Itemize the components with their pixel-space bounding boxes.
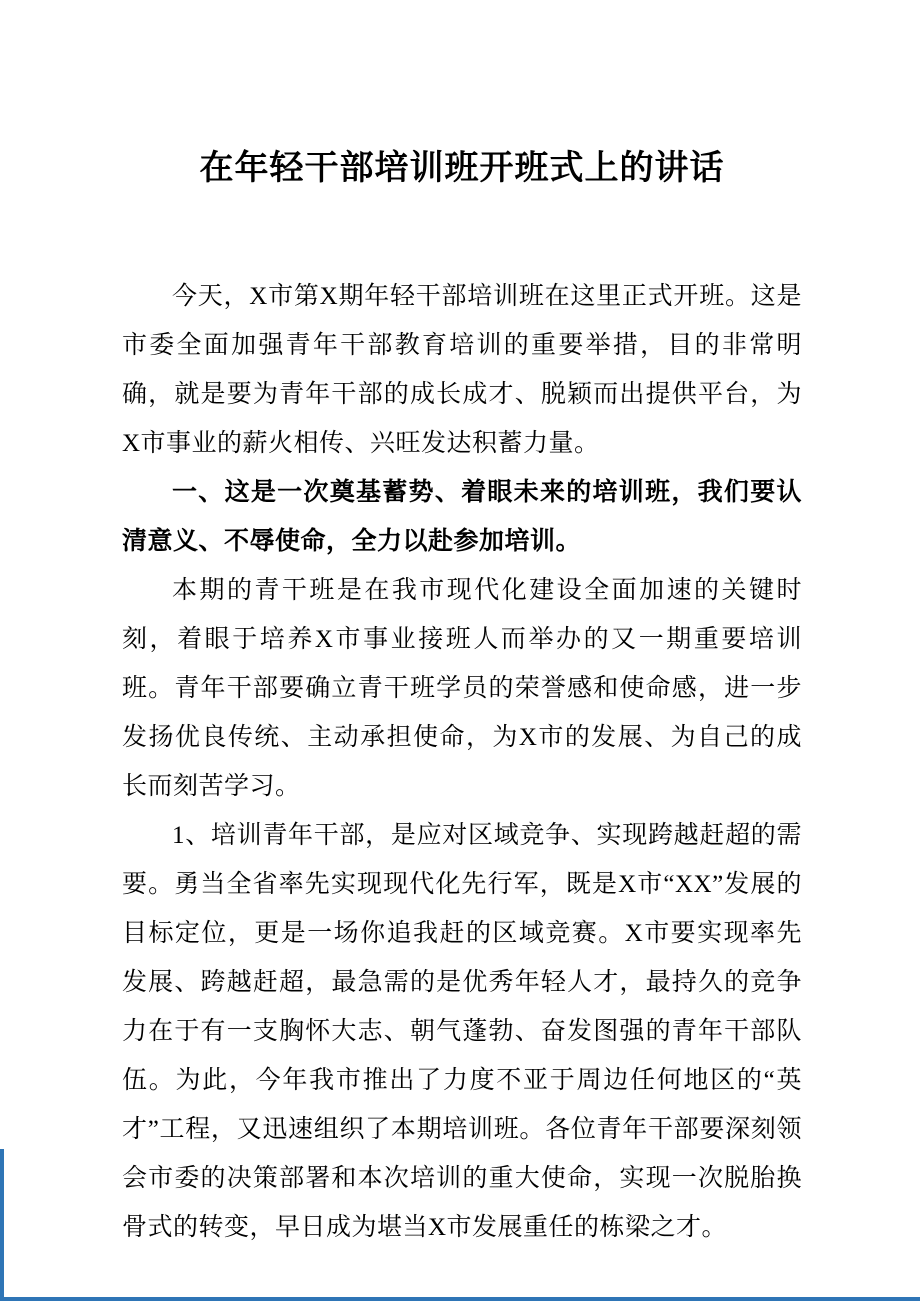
document-title: 在年轻干部培训班开班式上的讲话	[199, 149, 725, 187]
page-border-bottom	[0, 1297, 920, 1301]
paragraph-intro: 今天，X市第X期年轻干部培训班在这里正式开班。这是市委全面加强青年干部教育培训的重要举措，目的非常明确，就是要为青年干部的成长成才、脱颖而出提供平台，为X市事业的薪火相传、兴旺发达积蓄力量。	[122, 283, 802, 458]
page-border-left-segment	[0, 1149, 4, 1301]
section-heading-1: 一、这是一次奠基蓄势、着眼未来的培训班，我们要认清意义、不辱使命，全力以赴参加培训。	[122, 478, 802, 556]
paragraph-section-body: 本期的青干班是在我市现代化建设全面加速的关键时刻，着眼于培养X市事业接班人而举办的又一期重要培训班。青年干部要确立青干班学员的荣誉感和使命感，进一步发扬优良传统、主动承担使命，为X市的发展、为自己的成长而刻苦学习。	[122, 577, 802, 801]
paragraph-point-1: 1、培训青年干部，是应对区域竞争、实现跨越赶超的需要。勇当全省率先实现现代化先行军，既是X市“XX”发展的目标定位，更是一场你追我赶的区域竞赛。X市要实现率先发展、跨越赶超，最急需的是优秀年轻人才，最持久的竞争力在于有一支胸怀大志、朝气蓬勃、奋发图强的青年干部队伍。为此，今年我市推出了力度不亚于周边任何地区的“英才”工程，又迅速组织了本期培训班。各位青年干部要深刻领会市委的决策部署和本次培训的重大使命，实现一次脱胎换骨式的转变，早日成为堪当X市发展重任的栋梁之才。	[122, 822, 802, 1242]
